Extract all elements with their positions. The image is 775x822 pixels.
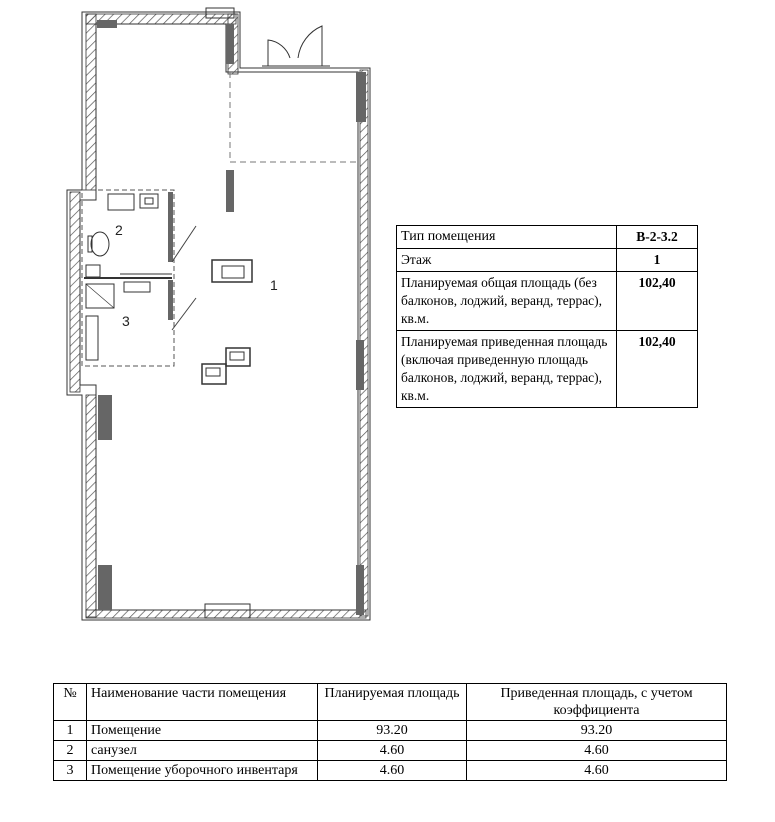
- row-area: 4.60: [318, 741, 467, 761]
- column-right-mid: [356, 340, 364, 390]
- info-value: В-2-3.2: [617, 226, 698, 249]
- row-number: 1: [54, 721, 87, 741]
- info-key: Планируемая общая площадь (без балконов, лоджий, веранд, террас), кв.м.: [397, 272, 617, 331]
- wall-bottom: [86, 610, 366, 618]
- room-label-3: 3: [122, 313, 130, 329]
- column-top-right: [226, 24, 234, 64]
- info-row-reduced-area: [397, 331, 698, 408]
- column-right-top: [356, 72, 366, 122]
- column-top-left: [97, 20, 117, 28]
- shaft-small: [140, 194, 158, 208]
- outer-wall-outline: [67, 12, 370, 620]
- wall-left-upper: [86, 14, 96, 190]
- interior-partition: [226, 170, 234, 212]
- header-reduced-area: Приведенная площадь, с учетом коэффициента: [467, 684, 727, 721]
- info-value: 102,40: [617, 272, 698, 331]
- row-number: 2: [54, 741, 87, 761]
- room-label-2: 2: [115, 222, 123, 238]
- shaft-room-2: [86, 265, 100, 277]
- row-number: 3: [54, 761, 87, 781]
- toilet-fixture: [91, 232, 109, 256]
- partition-right-2: [168, 192, 173, 262]
- row-reduced-area: 4.60: [467, 761, 727, 781]
- shaft-room-3: [124, 282, 150, 292]
- column-left-bottom: [98, 565, 112, 610]
- column-right-bottom: [356, 565, 364, 615]
- wall-left-lower: [86, 395, 96, 617]
- info-value: 102,40: [617, 331, 698, 408]
- column-left-lower: [98, 395, 112, 440]
- table-row: [54, 741, 727, 761]
- info-row-type: [397, 226, 698, 249]
- wall-left-mid: [70, 192, 80, 392]
- door-swing-2: [172, 226, 196, 262]
- row-area: 4.60: [318, 761, 467, 781]
- info-row-total-area: [397, 272, 698, 331]
- row-name: Помещение: [87, 721, 318, 741]
- info-key: Тип помещения: [397, 226, 617, 249]
- info-key: Планируемая приведенная площадь (включая приведенную площадь балконов, лоджий, веранд, террас), кв.м.: [397, 331, 617, 408]
- row-area: 93.20: [318, 721, 467, 741]
- row-name: санузел: [87, 741, 318, 761]
- room-label-1: 1: [270, 277, 278, 293]
- vent-shaft-1: [212, 260, 252, 282]
- row-name: Помещение уборочного инвентаря: [87, 761, 318, 781]
- apartment-info-table: [396, 225, 698, 408]
- header-number: №: [54, 684, 87, 721]
- row-reduced-area: 4.60: [467, 741, 727, 761]
- parts-header-row: [54, 684, 727, 721]
- table-row: [54, 721, 727, 741]
- sink-fixture: [108, 194, 134, 210]
- info-value: 1: [617, 249, 698, 272]
- info-key: Этаж: [397, 249, 617, 272]
- info-row-floor: [397, 249, 698, 272]
- table-row: [54, 761, 727, 781]
- dashed-zone: [230, 72, 358, 162]
- partition-right-3: [168, 280, 173, 320]
- row-reduced-area: 93.20: [467, 721, 727, 741]
- utility-sink: [86, 316, 98, 360]
- header-name: Наименование части помещения: [87, 684, 318, 721]
- entrance-door: [262, 26, 330, 66]
- door-swing-3: [172, 298, 196, 330]
- room-parts-table: [53, 683, 727, 781]
- header-area: Планируемая площадь: [318, 684, 467, 721]
